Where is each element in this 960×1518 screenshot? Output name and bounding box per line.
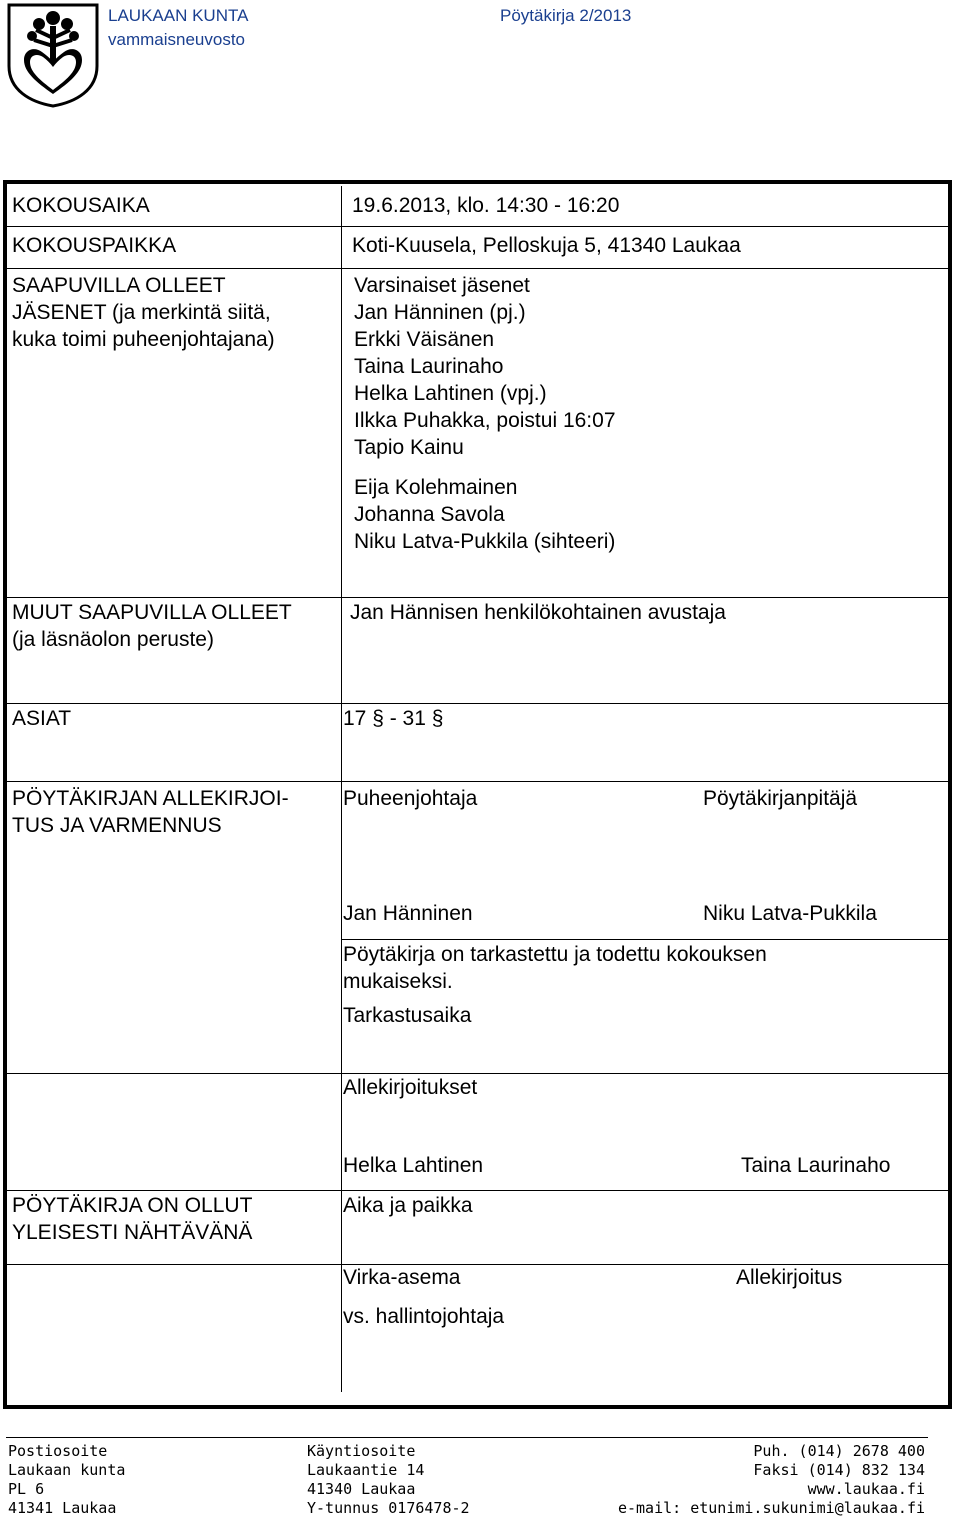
row-divider [7, 1073, 948, 1074]
row-divider [7, 268, 948, 269]
row-divider [7, 781, 948, 782]
footer-postal-label: Postiosoite [8, 1442, 108, 1460]
items-label: ASIAT [12, 707, 72, 730]
meeting-time-label: KOKOUSAIKA [12, 194, 150, 217]
other-present-value: Jan Hännisen henkilökohtainen avustaja [350, 601, 726, 624]
footer-fax: Faksi (014) 832 134 [753, 1461, 925, 1479]
footer-visit-label: Käyntiosoite [307, 1442, 416, 1460]
row-divider [341, 939, 948, 940]
header-org: LAUKAAN KUNTA [108, 6, 249, 25]
checker-name: Taina Laurinaho [741, 1154, 891, 1177]
items-value: 17 § - 31 § [343, 707, 444, 730]
column-divider [341, 186, 342, 1392]
footer-website-link[interactable]: www.laukaa.fi [807, 1480, 925, 1498]
other-member-item: Eija Kolehmainen [354, 476, 518, 499]
checked-text-line: Pöytäkirja on tarkastettu ja todettu kokouksen [343, 943, 767, 966]
check-time-label: Tarkastusaika [343, 1004, 472, 1027]
footer-phone: Puh. (014) 2678 400 [753, 1442, 925, 1460]
header-doc-number: Pöytäkirja 2/2013 [500, 6, 632, 25]
signing-label-line: TUS JA VARMENNUS [12, 814, 222, 837]
row-divider [7, 226, 948, 227]
laukaa-coat-of-arms-icon [6, 2, 100, 108]
footer-business-id: Y-tunnus 0176478-2 [307, 1499, 470, 1517]
signature-label: Allekirjoitus [736, 1266, 843, 1289]
present-label-line: JÄSENET (ja merkintä siitä, [12, 301, 271, 324]
public-label-line: YLEISESTI NÄHTÄVÄNÄ [12, 1221, 253, 1244]
public-label-line: PÖYTÄKIRJA ON OLLUT [12, 1194, 253, 1217]
secretary-name: Niku Latva-Pukkila [703, 902, 877, 925]
present-label-line: kuka toimi puheenjohtajana) [12, 328, 275, 351]
checker-name: Helka Lahtinen [343, 1154, 484, 1177]
members-heading: Varsinaiset jäsenet [354, 274, 530, 297]
present-label-line: SAAPUVILLA OLLEET [12, 274, 226, 297]
meeting-time-value: 19.6.2013, klo. 14:30 - 16:20 [352, 194, 620, 217]
member-item: Taina Laurinaho [354, 355, 504, 378]
footer-postal-line: Laukaan kunta [8, 1461, 126, 1479]
row-divider [7, 597, 948, 598]
member-item: Helka Lahtinen (vpj.) [354, 382, 547, 405]
footer-email-link[interactable]: e-mail: etunimi.sukunimi@laukaa.fi [617, 1499, 925, 1517]
footer-visit-line: 41340 Laukaa [307, 1480, 416, 1498]
footer-visit-line: Laukaantie 14 [307, 1461, 425, 1479]
header-body: vammaisneuvosto [108, 30, 246, 49]
chair-name: Jan Hänninen [343, 902, 473, 925]
member-item: Tapio Kainu [354, 436, 464, 459]
member-item: Jan Hänninen (pj.) [354, 301, 526, 324]
other-member-item: Johanna Savola [354, 503, 505, 526]
other-present-label-line: MUUT SAAPUVILLA OLLEET [12, 601, 292, 624]
secretary-title: Pöytäkirjanpitäjä [703, 787, 858, 810]
footer-divider [6, 1437, 928, 1438]
chair-title: Puheenjohtaja [343, 787, 478, 810]
meeting-place-value: Koti-Kuusela, Pelloskuja 5, 41340 Laukaa [352, 234, 741, 257]
signing-label-line: PÖYTÄKIRJAN ALLEKIRJOI- [12, 787, 289, 810]
member-item: Ilkka Puhakka, poistui 16:07 [354, 409, 616, 432]
member-item: Erkki Väisänen [354, 328, 495, 351]
other-member-item: Niku Latva-Pukkila (sihteeri) [354, 530, 616, 553]
row-divider [7, 703, 948, 704]
checked-text-line: mukaiseksi. [343, 970, 453, 993]
footer-postal-line: 41341 Laukaa [8, 1499, 117, 1517]
time-place-label: Aika ja paikka [343, 1194, 473, 1217]
position-value: vs. hallintojohtaja [343, 1305, 505, 1328]
signatures-label: Allekirjoitukset [343, 1076, 478, 1099]
row-divider [7, 1190, 948, 1191]
other-present-label-line: (ja läsnäolon peruste) [12, 628, 214, 651]
meeting-place-label: KOKOUSPAIKKA [12, 234, 177, 257]
position-label: Virka-asema [343, 1266, 461, 1289]
footer-postal-line: PL 6 [8, 1480, 45, 1498]
